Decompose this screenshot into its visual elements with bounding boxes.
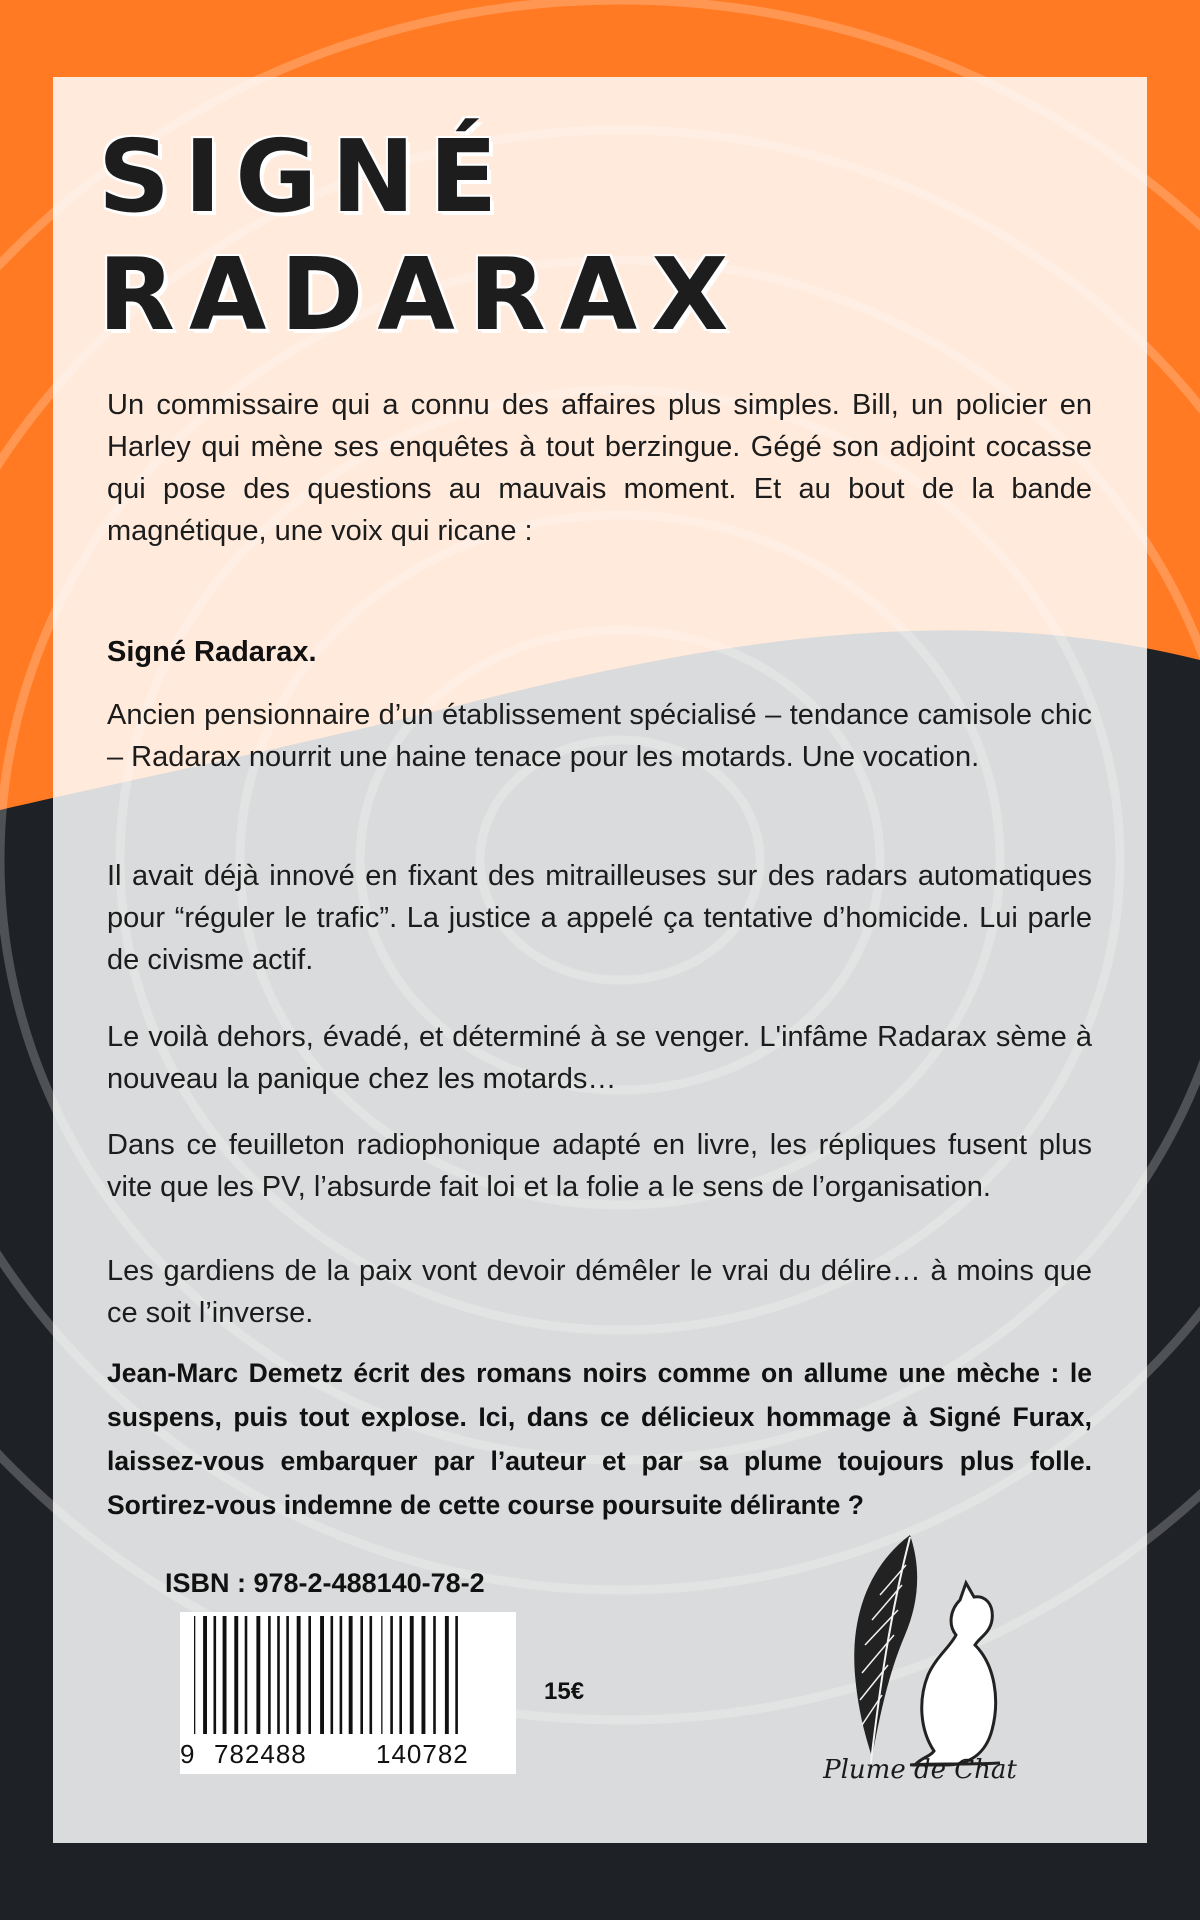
barcode-bar — [277, 1616, 280, 1734]
barcode-bar — [331, 1616, 334, 1734]
intro-paragraph: Un commissaire qui a connu des affaires plus simples. Bill, un policier en Harley qui mène ses enquêtes à tout berzingue. Gégé son adjoint cocasse qui pose des questions au mauvais moment. Et au bout de la bande magnétique, une voix qui ricane : — [107, 389, 1092, 547]
description-paragraph-4: Dans ce feuilleton radiophonique adapté en livre, les répliques fusent plus vite que les PV, l’absurde fait loi et la folie a le sens de l’organisation. — [107, 1129, 1092, 1203]
barcode-bar — [214, 1616, 217, 1734]
barcode-bar — [445, 1616, 449, 1734]
description-paragraph-3: Le voilà dehors, évadé, et déterminé à se venger. L'infâme Radarax sème à nouveau la panique chez les motards… — [107, 1021, 1092, 1095]
title-line-1: SIGNÉ — [98, 118, 512, 235]
signature-line: Signé Radarax. — [107, 636, 317, 668]
barcode-bar — [234, 1616, 238, 1734]
description-paragraph-5: Les gardiens de la paix vont devoir démêler le vrai du délire… à moins que ce soit l’inverse. — [107, 1255, 1092, 1329]
price: 15€ — [544, 1678, 585, 1705]
barcode-bar — [455, 1616, 458, 1734]
barcode-bar — [256, 1616, 260, 1734]
barcode-bar — [194, 1616, 195, 1734]
barcode-bar — [268, 1616, 271, 1734]
isbn-label: ISBN : 978-2-488140-78-2 — [165, 1568, 485, 1598]
barcode-bar — [390, 1616, 393, 1734]
barcode-left-group: 782488 — [214, 1739, 307, 1769]
book-title — [98, 118, 742, 354]
barcode-first-digit: 9 — [180, 1739, 195, 1769]
barcode-bar — [308, 1616, 311, 1734]
description-paragraph-2: Il avait déjà innové en fixant des mitrailleuses sur des radars automatiques pour “réguler le trafic”. La justice a appelé ça tentative d’homicide. Lui parle de civisme actif. — [107, 860, 1092, 976]
barcode-bar — [340, 1616, 343, 1734]
title-line-2: RADARAX — [98, 236, 743, 353]
barcode-bar — [320, 1616, 324, 1734]
barcode-bar — [297, 1616, 301, 1734]
barcode-bar — [349, 1616, 353, 1734]
barcode-bar — [203, 1616, 207, 1734]
barcode-bar — [223, 1616, 227, 1734]
barcode-bars — [188, 1616, 508, 1736]
barcode-bar — [286, 1616, 289, 1734]
barcode-bar — [433, 1616, 436, 1734]
author-blurb: Jean-Marc Demetz écrit des romans noirs comme on allume une mèche : le suspens, puis tout explose. Ici, dans ce délicieux hommage à Signé Furax, laissez-vous embarquer par l’auteur et par sa plume toujours plus folle. Sortirez-vous indemne de cette course poursuite délirante ? — [107, 1358, 1092, 1520]
barcode-bar — [360, 1616, 363, 1734]
barcode-bar — [410, 1616, 414, 1734]
barcode-bar — [381, 1616, 382, 1734]
barcode-bar — [245, 1616, 248, 1734]
barcode-bar — [422, 1616, 426, 1734]
publisher-name: Plume de Chat — [823, 1755, 1017, 1785]
barcode-right-group: 140782 — [376, 1739, 469, 1769]
barcode-bar — [370, 1616, 373, 1734]
description-paragraph-1: Ancien pensionnaire d’un établissement spécialisé – tendance camisole chic – Radarax nourrit une haine tenace pour les motards. Une vocation. — [107, 699, 1092, 773]
barcode-bar — [399, 1616, 402, 1734]
barcode — [180, 1612, 516, 1774]
